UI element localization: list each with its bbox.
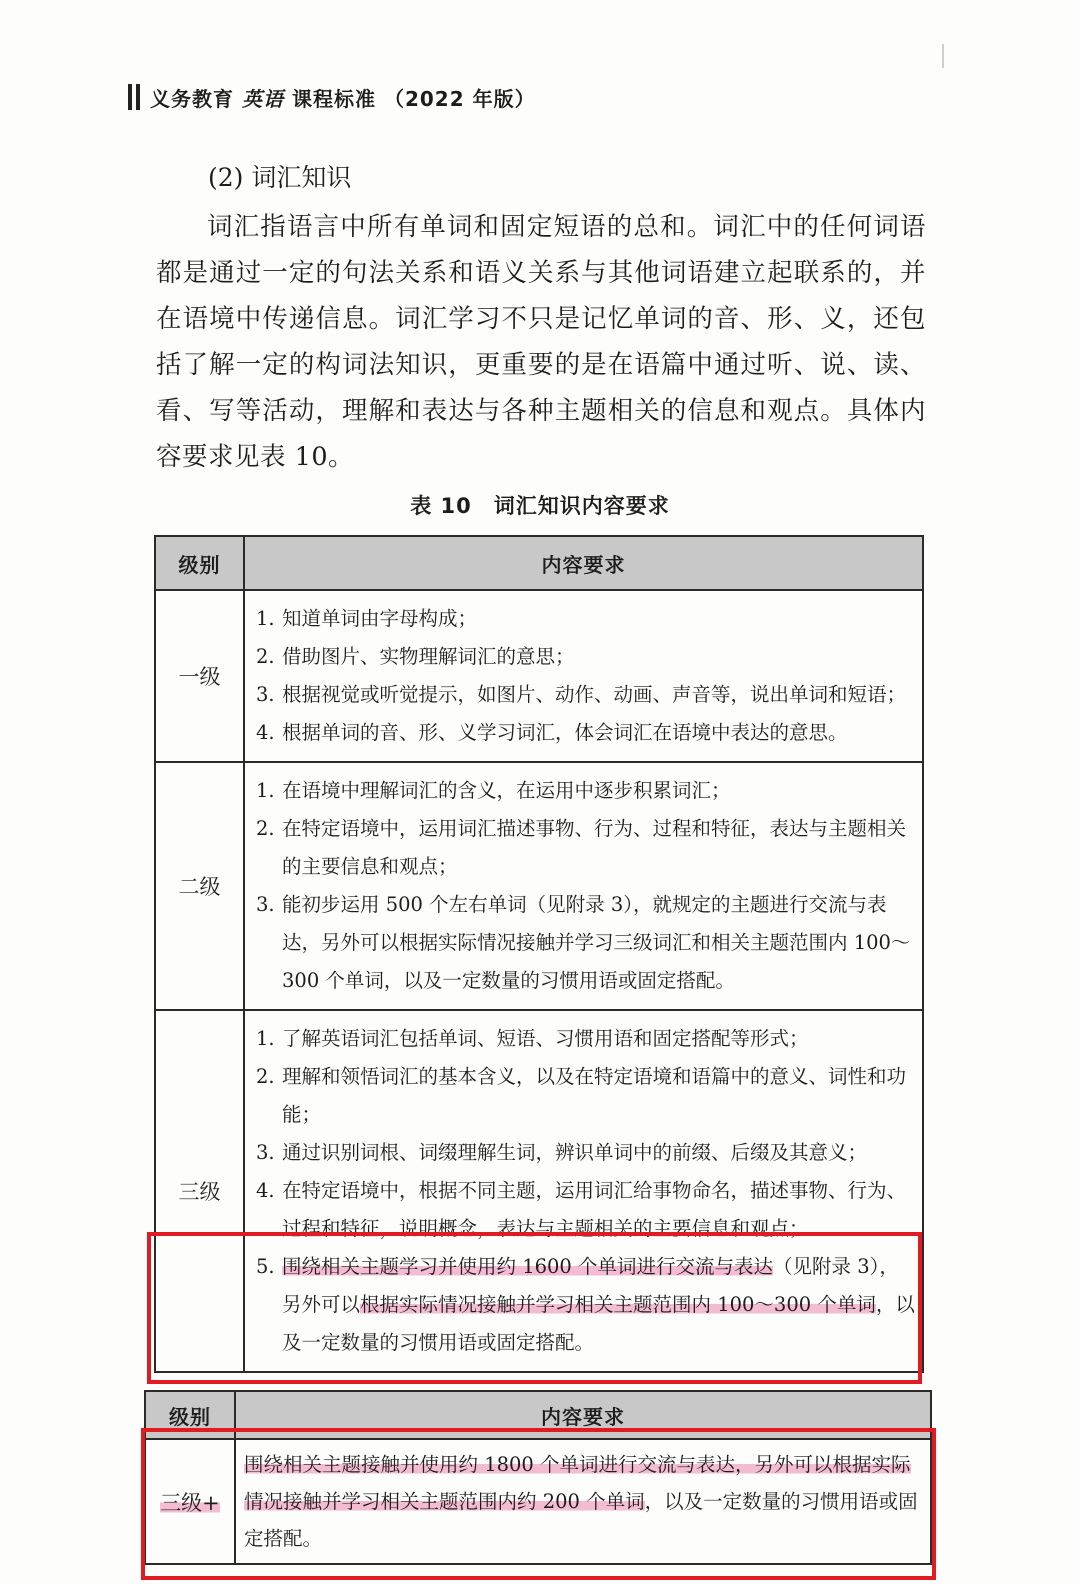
section-title: (2) 词汇知识 (208, 163, 352, 192)
level-cell: 二级 (155, 762, 244, 1010)
level3-plus-table (144, 1390, 932, 1565)
list-item: 3. 能初步运用 500 个左右单词（见附录 3），就规定的主题进行交流与表达，另外可以根据实际情况接触并学习三级词汇和相关主题范围内 100～300 个单词，以及一定数量的习惯用语或固定搭配。 (256, 893, 911, 992)
table-row-level1 (155, 590, 923, 762)
list-item: 4. 在特定语境中，根据不同主题，运用词汇给事物命名，描述事物、行为、过程和特征，说明概念，表达与主题相关的主要信息和观点； (256, 1179, 907, 1240)
table-row-level3 (155, 1010, 923, 1372)
list-item: 4. 根据单词的音、形、义学习词汇，体会词汇在语境中表达的意思。 (256, 721, 848, 744)
header-level: 级别 (145, 1391, 235, 1439)
content-cell: 围绕相关主题接触并使用约 1800 个单词进行交流与表达，另外可以根据实际情况接触并学习相关主题范围内约 200 个单词，以及一定数量的习惯用语或固定搭配。 (235, 1439, 931, 1564)
table-header-row (155, 536, 923, 590)
list-item: 3. 根据视觉或听觉提示，如图片、动作、动画、声音等，说出单词和短语； (256, 683, 907, 706)
header-prefix: 义务教育 (150, 86, 234, 111)
table-row-level2 (155, 762, 923, 1010)
highlight-mark: 根据实际情况接触并学习相关主题范围内 100～300 个单词 (360, 1293, 876, 1316)
table-label: 表 10 (410, 494, 472, 518)
header-content: 内容要求 (235, 1391, 931, 1439)
header-level: 级别 (155, 536, 244, 590)
table-row-level3-plus (145, 1439, 931, 1564)
content-cell (244, 762, 923, 1010)
body-paragraph: 词汇指语言中所有单词和固定短语的总和。词汇中的任何词语都是通过一定的句法关系和语义关系与其他词语建立起联系的，并在语境中传递信息。词汇学习不只是记忆单词的音、形、义，还包括了解一定的构词法知识，更重要的是在语篇中通过听、说、读、看、写等活动，理解和表达与各种主题相关的信息和观点。具体内容要求见表 10。 (156, 212, 926, 472)
vocab-table (154, 535, 924, 1373)
list-item: 1. 了解英语词汇包括单词、短语、习惯用语和固定搭配等形式； (256, 1027, 809, 1050)
highlight-mark: 围绕相关主题学习并使用约 1600 个单词进行交流与表达 (282, 1255, 774, 1278)
list-item: 1. 知道单词由字母构成； (256, 607, 478, 630)
highlight-mark: 围绕相关主题接触并使用约 1800 个单词进行交流与表达 (244, 1453, 736, 1476)
list-item: 2. 在特定语境中，运用词汇描述事物、行为、过程和特征，表达与主题相关的主要信息和观点； (256, 817, 907, 878)
list-item: 2. 理解和领悟词汇的基本含义，以及在特定语境和语篇中的意义、词性和功能； (256, 1065, 907, 1126)
margin-mark (942, 44, 944, 68)
list-item: 2. 借助图片、实物理解词汇的意思； (256, 645, 575, 668)
list-item-highlighted: 5. 围绕相关主题学习并使用约 1600 个单词进行交流与表达（见附录 3），另外可以根据实际情况接触并学习相关主题范围内 100～300 个单词，以及一定数量的习惯用语或固定搭配。 (256, 1255, 915, 1354)
list-item: 1. 在语境中理解词汇的含义，在运用中逐步积累词汇； (256, 779, 731, 802)
header-bar-icon (136, 84, 140, 110)
header-subject: 英语 (242, 86, 284, 111)
content-cell (244, 590, 923, 762)
table-caption (0, 490, 1080, 520)
header-content: 内容要求 (244, 536, 923, 590)
header-suffix: 课程标准 （2022 年版） (292, 86, 536, 111)
content-cell (244, 1010, 923, 1372)
highlight-mark: ，另外可以根据实际情况接触并学习相关主题范围内约 200 个单词 (244, 1453, 911, 1513)
level-cell: 三级+ (145, 1439, 235, 1564)
running-header (128, 80, 536, 114)
header-bar-icon (128, 84, 132, 110)
level-cell: 三级 (155, 1010, 244, 1372)
table-title: 词汇知识内容要求 (493, 494, 670, 518)
level-cell: 一级 (155, 590, 244, 762)
list-item: 3. 通过识别词根、词缀理解生词，辨识单词中的前缀、后缀及其意义； (256, 1141, 868, 1164)
table-header-row (145, 1391, 931, 1439)
